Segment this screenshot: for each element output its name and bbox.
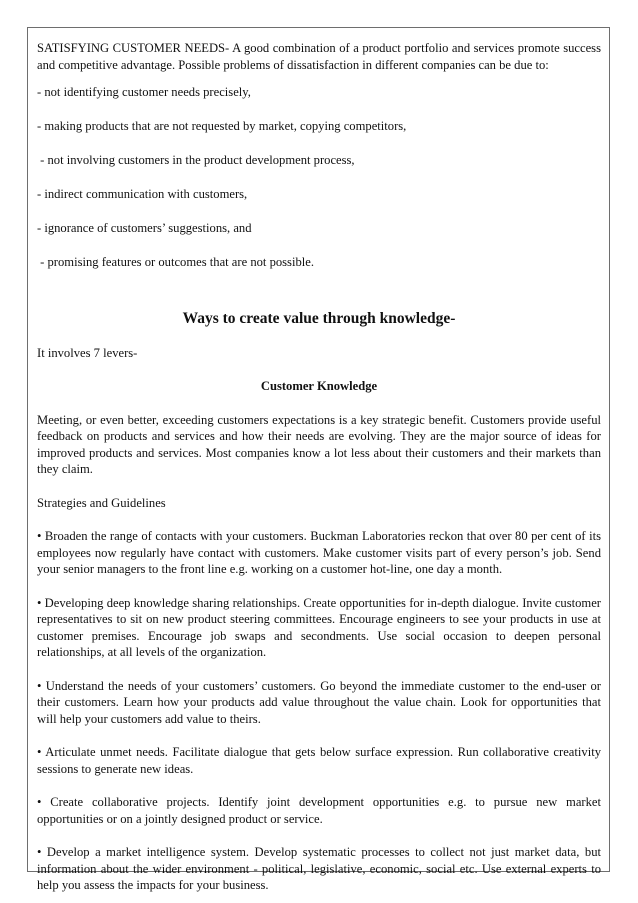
strategy-item: • Broaden the range of contacts with your customers. Buckman Laboratories reckon that over 80 per cent of its employees now regularly have contact with customers. Make customer visits part of every person’s job. Send your senior managers to the front line e.g. working on a customer hot-line, one day a month.: [37, 529, 601, 576]
problem-item: - promising features or outcomes that are not possible.: [37, 255, 314, 269]
section-heading: Ways to create value through knowledge-: [182, 309, 456, 327]
problem-item: - ignorance of customers’ suggestions, and: [37, 221, 252, 235]
strategy-item: • Develop a market intelligence system. Develop systematic processes to collect not just market data, but information about the wider environment - political, legislative, economic, social etc. Use external experts to help you assess the impacts for your business.: [37, 845, 601, 892]
strategy-item: • Create collaborative projects. Identify joint development opportunities e.g. to pursue new market opportunities or on a jointly designed product or service.: [37, 795, 601, 826]
strategies-label: Strategies and Guidelines: [37, 495, 166, 510]
document-body: [37, 40, 601, 894]
problem-item: - not involving customers in the product development process,: [37, 153, 355, 167]
levers-intro: It involves 7 levers-: [37, 345, 138, 360]
intro-paragraph: SATISFYING CUSTOMER NEEDS- A good combination of a product portfolio and services promote success and competitive advantage. Possible problems of dissatisfaction in different companies can be due to:: [37, 41, 601, 72]
customer-knowledge-paragraph: Meeting, or even better, exceeding customers expectations is a key strategic benefit. Customers provide useful feedback on products and services and how their needs are evolving. They are the major source of ideas for improved products and services. Most companies know a lot less about their customers and their markets than they claim.: [37, 412, 601, 476]
strategy-item: • Understand the needs of your customers’ customers. Go beyond the immediate customer to the end-user or their customers. Learn how your products add value throughout the value chain. Look for opportunities that will help your customers add value to theirs.: [37, 678, 601, 726]
subheading-customer-knowledge: Customer Knowledge: [260, 379, 378, 393]
problem-item: - indirect communication with customers,: [37, 187, 248, 201]
strategy-item: • Articulate unmet needs. Facilitate dialogue that gets below surface expression. Run collaborative creativity sessions to generate new ideas.: [37, 745, 601, 776]
problem-item: - making products that are not requested by market, copying competitors,: [37, 119, 407, 133]
problem-item: - not identifying customer needs precisely,: [37, 85, 251, 99]
strategy-item: • Developing deep knowledge sharing relationships. Create opportunities for in-depth dialogue. Invite customer representatives to sit on new product steering committees. Encourage engineers to see your products in use at customer premises. Encourage job swaps and secondments. Use social occasion to deepen personal relationships, at all levels of the organization.: [37, 595, 601, 659]
